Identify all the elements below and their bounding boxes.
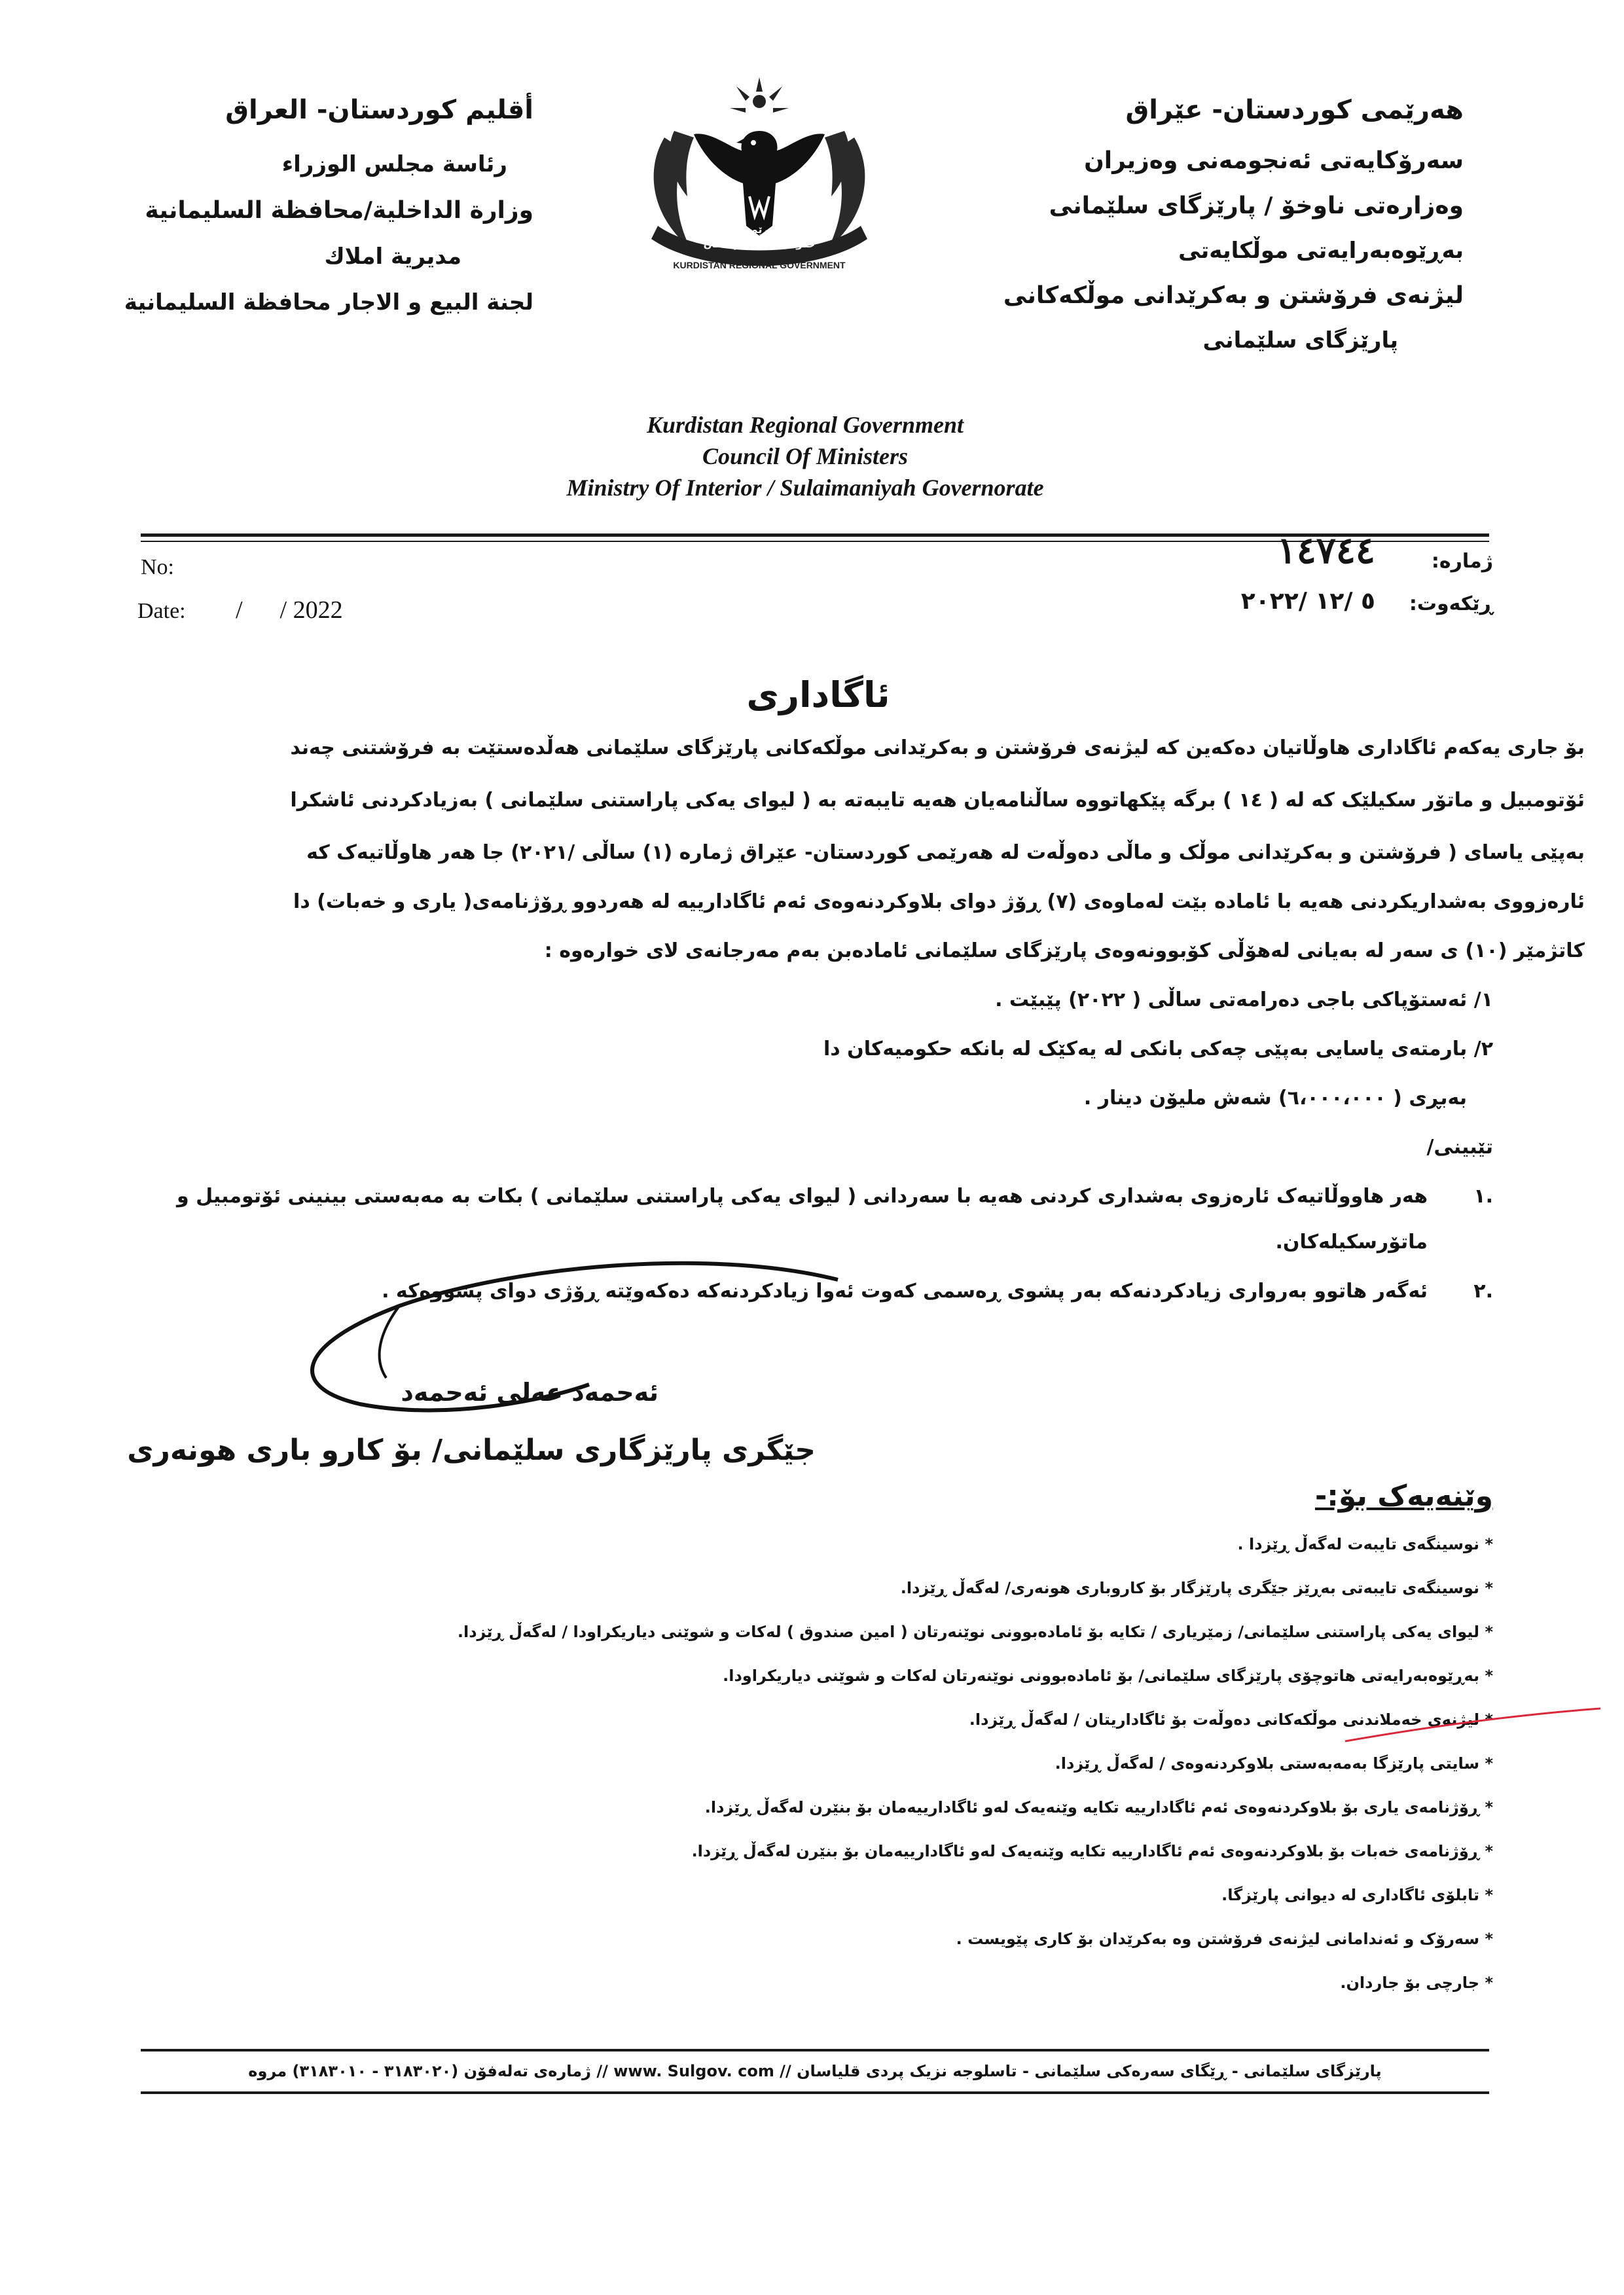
paragraph-line-2: ئۆتومبیل و ماتۆر سکیلێک کە لە ( ١٤ ) برگە پێکهاتووە ساڵنامەیان هەیە تایبەتە بە ( لیوای یەکی پاراستنی سلێمانی ) بەزیادکردنی ئاشکرا	[290, 789, 1585, 812]
copy-bullet: *	[1485, 1842, 1493, 1860]
page-title: ئاگاداری	[746, 674, 890, 715]
copy-bullet: *	[1485, 1623, 1493, 1641]
arabic-header-ministry: وزارة الداخلية/محافظة السليمانية	[145, 197, 533, 224]
copy-bullet: *	[1485, 1535, 1493, 1553]
ref-date-label: Date:	[137, 599, 186, 623]
ref-number-value: ١٤٧٤٤	[1276, 529, 1375, 572]
kurdish-header-governorate: پارێزگای سلێمانی	[1202, 327, 1398, 353]
copy-item: * بەڕێوەبەرایەتی هاتوچۆی پارێزگای سلێمانی/ بۆ ئامادەبوونی نوێنەرتان لەکات و شوێنی دیاریکراودا.	[723, 1667, 1493, 1685]
kurdish-header-committee: لیژنەی فرۆشتن و بەکرێدانی موڵکەکانی	[1003, 282, 1464, 309]
paragraph-line-5: کاتژمێر (١٠) ی سەر لە بەیانی لەهۆڵی کۆبوونەوەی پارێزگای سلێمانی ئامادەبن بەم مەرجانەی لای خوارەوە :	[544, 939, 1585, 962]
copy-item: * جارچی بۆ جاردان.	[1340, 1974, 1493, 1992]
signatory-name: ئەحمەد عەلی ئەحمەد	[401, 1378, 659, 1407]
copy-item: * نوسینگەی تایبەت لەگەڵ ڕێزدا .	[1237, 1535, 1493, 1553]
copy-item: * ڕۆژنامەی یاری بۆ بلاوکردنەوەی ئەم ئاگادارییە تکایە وێنەیەک لەو ئاگادارییەمان بۆ بنێرن لەگەڵ ڕێزدا.	[704, 1798, 1493, 1816]
copy-bullet: *	[1485, 1754, 1493, 1773]
ref-number-label-kurdish: ژمارە:	[1431, 550, 1493, 573]
copy-item: * سایتی پارێزگا بەمەبەستی بلاوکردنەوەی / لەگەڵ ڕێزدا.	[1055, 1754, 1493, 1773]
signatory-title: جێگری پارێزگاری سلێمانی/ بۆ کارو باری هونەری	[127, 1434, 816, 1467]
header-kurdish-block	[992, 95, 1464, 353]
copy-item: * نوسینگەی تایبەتی بەڕێز جێگری پارێزگار بۆ کاروباری هونەری/ لەگەڵ ڕێزدا.	[900, 1579, 1493, 1597]
header-arabic-block	[124, 95, 533, 316]
copy-item: * ڕۆژنامەی خەبات بۆ بلاوکردنەوەی ئەم ئاگادارییە تکایە وێنەیەک لەو ئاگادارییەمان بۆ بنێرن لەگەڵ ڕێزدا.	[691, 1842, 1493, 1860]
kurdish-header-directorate: بەڕێوەبەرایەتی موڵکایەتی	[1178, 238, 1464, 264]
paragraph-line-4: ئارەزووی بەشداریکردنی هەیە با ئامادە بێت لەماوەی (٧) ڕۆژ دوای بلاوکردنەوەی ئەم ئاگادارییە لە هەردوو ڕۆژنامەی( یاری و خەبات) دا	[293, 890, 1585, 913]
copy-item: * سەرۆک و ئەندامانی لیژنەی فرۆشتن وە بەکرێدان بۆ کاری پێویست .	[956, 1930, 1493, 1948]
note-2-line-1: ئەگەر هاتوو بەرواری زیادکردنەکە بەر پشوی ڕەسمی کەوت ئەوا زیادکردنەکە دەکەوێتە ڕۆژی دوای پشووەکە .	[382, 1280, 1428, 1303]
kurdish-header-region: هەرێمی کوردستان- عێراق	[1125, 95, 1464, 125]
sun-icon	[730, 77, 789, 113]
notes-title: تێبینی/	[1426, 1136, 1493, 1159]
arabic-header-council: رئاسة مجلس الوزراء	[281, 151, 507, 177]
condition-1: ١/ ئەستۆپاکی باجی دەرامەتی ساڵی ( ٢٠٢٢) پێبێت .	[995, 988, 1493, 1011]
english-council: Council Of Ministers	[702, 443, 909, 469]
logo-ring-arabic: حكومة اقليم كوردستان	[703, 238, 816, 250]
copy-bullet: *	[1485, 1710, 1493, 1729]
copy-bullet: *	[1485, 1974, 1493, 1992]
copy-bullet: *	[1485, 1579, 1493, 1597]
krg-logo	[625, 72, 893, 288]
note-1-line-2: ماتۆرسکیلەکان.	[1275, 1231, 1428, 1254]
english-ministry: Ministry Of Interior / Sulaimaniyah Governorate	[566, 475, 1044, 501]
red-pen-mark	[1342, 1705, 1604, 1744]
kurdish-header-council: سەرۆکایەتی ئەنجومەنی وەزیران	[1084, 147, 1464, 174]
logo-ring-english: KURDISTAN REGIONAL GOVERNMENT	[673, 260, 846, 270]
logo-ring-kurdish: حکومەتی هەرێمی کوردستان	[685, 223, 833, 236]
condition-2: ٢/ بارمتەی یاسایی بەپێی چەکی بانکی لە یەکێک لە بانکە حکومیەکان دا	[823, 1038, 1493, 1060]
ref-date-value: / / 2022	[236, 596, 343, 624]
copy-bullet: *	[1485, 1930, 1493, 1948]
note-1-line-1: هەر هاووڵاتیەک ئارەزوی بەشداری کردنی هەیە با سەردانی ( لیوای یەکی پاراستنی سلێمانی ) بکات بە مەبەستی بینینی ئۆتومبیل و	[177, 1185, 1428, 1208]
copy-item: * تابلۆی ئاگاداری لە دیوانی پارێزگا.	[1221, 1886, 1493, 1904]
note-1-number: .١	[1473, 1185, 1493, 1208]
paragraph-line-3: بەپێی یاسای ( فرۆشتن و بەکرێدانی موڵک و ماڵی دەوڵەت لە هەرێمی کوردستان- عێراق ژمارە (١) ساڵی /٢٠٢١) جا هەر هاوڵاتیەک کە	[306, 841, 1585, 864]
note-2-number: .٢	[1473, 1280, 1493, 1303]
english-gov-name: Kurdistan Regional Government	[646, 412, 964, 438]
copy-bullet: *	[1485, 1667, 1493, 1685]
krg-eagle-emblem-icon	[625, 72, 893, 288]
copy-bullet: *	[1485, 1886, 1493, 1904]
arabic-header-committee: لجنة البيع و الاجار محافظة السليمانية	[124, 289, 533, 316]
arabic-header-directorate: مديرية املاك	[324, 244, 461, 270]
arabic-header-region: أقليم كوردستان- العراق	[225, 95, 533, 125]
ref-no-label: No:	[141, 555, 174, 579]
english-header	[445, 409, 1165, 503]
footer-rule-bottom	[141, 2091, 1489, 2094]
copies-title: وێنەیەک بۆ:-	[1314, 1479, 1493, 1513]
copy-item: * لیژنەی خەملاندنی موڵکەکانی دەوڵەت بۆ ئاگاداریتان / لەگەڵ ڕێزدا.	[969, 1710, 1493, 1729]
copy-bullet: *	[1485, 1798, 1493, 1816]
condition-2-amount: بەبڕی ( ٦،٠٠٠،٠٠٠) شەش ملیۆن دینار .	[1083, 1087, 1467, 1110]
copy-item: * لیوای یەکی پاراستنی سلێمانی/ زمێریاری / تکایە بۆ ئامادەبوونی نوێنەرتان ( امین صندوق ) لەکات و شوێنی دیاریکراودا / لەگەڵ ڕێزدا.	[457, 1623, 1493, 1641]
paragraph-line-1: بۆ جاری یەکەم ئاگاداری هاوڵاتیان دەکەین کە لیژنەی فرۆشتن و بەکرێدانی موڵکەکانی پارێزگای سلێمانی هەڵدەستێت بە فرۆشتنی چەند	[290, 736, 1585, 759]
footer-rule	[141, 2049, 1489, 2051]
ref-date-label-kurdish: ڕێکەوت:	[1409, 592, 1493, 615]
kurdish-header-ministry: وەزارەتی ناوخۆ / پارێزگای سلێمانی	[1049, 192, 1464, 219]
ref-date-value-kurdish: ٥ /١٢ /٢٠٢٢	[1240, 588, 1375, 615]
footer-address: پارێزگای سلێمانی - ڕێگای سەرەکی سلێمانی - تاسلوجە نزیک پردی قلیاسان // www. Sulgov. com // ژمارەی تەلەفۆن (٣١٨٣٠٢٠ - ٣١٨٣٠١٠) مروە	[248, 2062, 1382, 2080]
